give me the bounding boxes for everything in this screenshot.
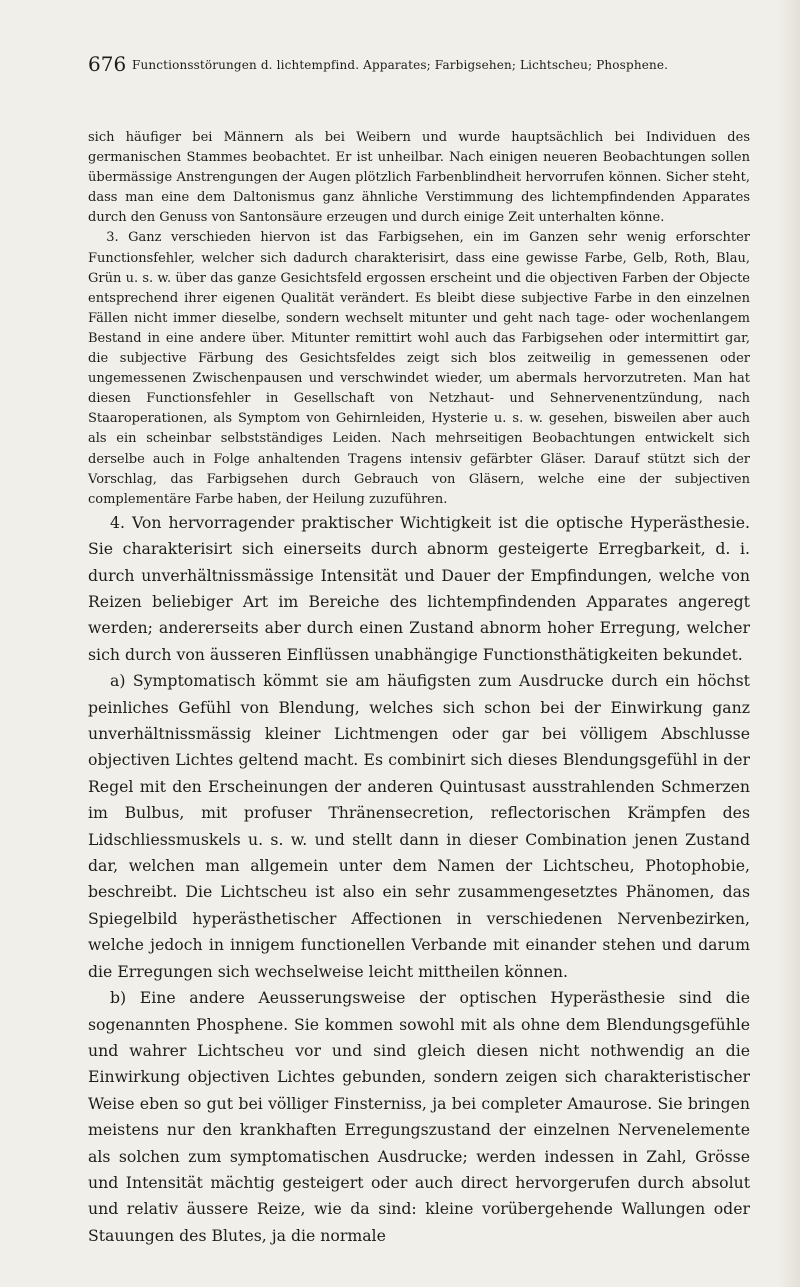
running-head	[88, 52, 750, 82]
paragraph-farbigsehen: 3. Ganz verschieden hiervon ist das Farbigsehen, ein im Ganzen sehr wenig erforschter Functionsfehler, welcher sich dadurch charakterisirt, dass eine gewisse Farbe, Gelb, Roth, Blau, Grün u. s. w. über das ganze Gesichtsfeld ergossen erscheint und die objectiven Farben der Objecte entsprechend ihrer eigenen Qualität verändert. Es bleibt diese subjective Farbe in den einzelnen Fällen nicht immer dieselbe, sondern wechselt mitunter und geht nach tage- oder wochenlangem Bestand in eine andere über. Mitunter remittirt wohl auch das Farbigsehen oder intermittirt gar, die subjective Färbung des Gesichtsfeldes zeigt sich blos zeitweilig in gemessenen oder ungemessenen Zwischenpausen und verschwindet wieder, um abermals hervorzutreten. Man hat diesen Functionsfehler in Gesellschaft von Netzhaut- und Sehnervenentzündung, nach Staaroperationen, als Symptom von Gehirnleiden, Hysterie u. s. w. gesehen, bisweilen aber auch als ein scheinbar selbstständiges Leiden. Nach mehrseitigen Beobachtungen entwickelt sich derselbe auch in Folge anhaltenden Tragens intensiv gefärbter Gläser. Darauf stützt sich der Vorschlag, das Farbigsehen durch Gebrauch von Gläsern, welche eine der subjectiven complementäre Farbe haben, der Heilung zuzuführen.	[88, 230, 750, 507]
paragraph-lichtscheu: a) Symptomatisch kömmt sie am häufigsten zum Ausdrucke durch ein höchst peinliches Gefühl von Blendung, welches sich schon bei der Einwirkung ganz unverhältnissmässig kleiner Lichtmengen oder gar bei völligem Abschlusse objectiven Lichtes geltend macht. Es combinirt sich dieses Blendungsgefühl in der Regel mit den Erscheinungen der anderen Quintusast ausstrahlenden Schmerzen im Bulbus, mit profuser Thränensecretion, reflectorischen Krämpfen des Lidschliessmuskels u. s. w. und stellt dann in dieser Combination jenen Zustand dar, welchen man allgemein unter dem Namen der Lichtscheu, Photophobie, beschreibt. Die Lichtscheu ist also ein sehr zusammengesetztes Phänomen, das Spiegelbild hyperästhetischer Affectionen in verschiedenen Nervenbezirken, welche jedoch in innigem functionellen Verbande mit einander stehen und darum die Erregungen sich wechselweise leicht mittheilen können.	[88, 671, 750, 981]
paragraph-phosphene: b) Eine andere Aeusserungsweise der optischen Hyperästhesie sind die sogenannten Phosphene. Sie kommen sowohl mit als ohne dem Blendungsgefühle und wahrer Lichtscheu vor und sind gleich diesen nicht nothwendig an die Einwirkung objectiven Lichtes gebunden, sondern zeigen sich charakteristischer Weise eben so gut bei völliger Finsterniss, ja bei completer Amaurose. Sie bringen meistens nur den krankhaften Erregungszustand der einzelnen Nervenelemente als solchen zum symptomatischen Ausdrucke; werden indessen in Zahl, Grösse und Intensität mächtig gesteigert oder auch direct hervorgerufen durch absolut und relativ äussere Reize, wie da sind: kleine vorübergehende Wallungen oder Stauungen des Blutes, ja die normale	[88, 988, 750, 1245]
page-edge-shadow	[778, 0, 800, 1287]
body-text	[88, 128, 750, 1249]
page-number: 676	[88, 52, 127, 76]
paragraph-hyperaesthesie: 4. Von hervorragender praktischer Wichtigkeit ist die optische Hyperästhesie. Sie charakterisirt sich einerseits durch abnorm gesteigerte Erregbarkeit, d. i. durch unverhältnissmässige Intensität und Dauer der Empfindungen, welche von Reizen beliebiger Art im Bereiche des lichtempfindenden Apparates angeregt werden; andererseits aber durch einen Zustand abnorm hoher Erregung, welcher sich durch von äusseren Einflüssen unabhängige Functionsthätigkeiten bekundet.	[88, 512, 750, 664]
paragraph-continuation: sich häufiger bei Männern als bei Weibern und wurde hauptsächlich bei Individuen des germanischen Stammes beobachtet. Er ist unheilbar. Nach einigen neueren Beobachtungen sollen übermässige Anstrengungen der Augen plötzlich Farbenblindheit hervorrufen können. Sicher steht, dass man eine dem Daltonismus ganz ähnliche Verstimmung des lichtempfindenden Apparates durch den Genuss von Santonsäure erzeugen und durch einige Zeit unterhalten könne.	[88, 130, 750, 226]
running-title: Functionsstörungen d. lichtempfind. Apparates; Farbigsehen; Lichtscheu; Phosphene.	[132, 58, 669, 72]
